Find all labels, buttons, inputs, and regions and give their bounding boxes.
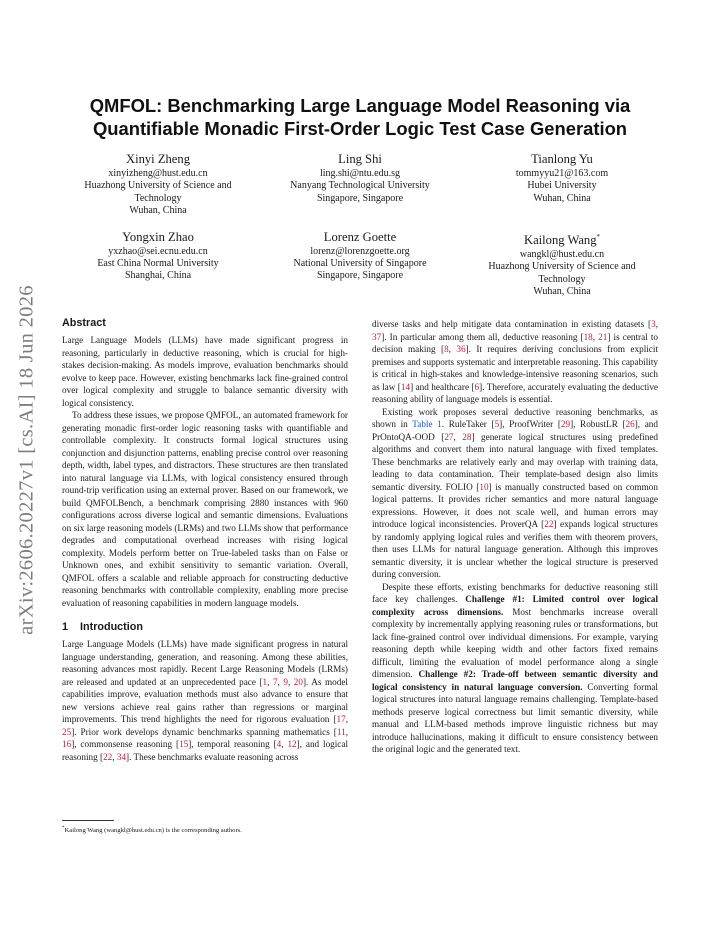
left-column [62, 316, 348, 763]
author-email: yxzhao@sei.ecnu.edu.cn [108, 245, 208, 257]
author-name: Xinyi Zheng [125, 152, 190, 166]
introduction-heading [62, 620, 348, 634]
author-card [464, 152, 660, 218]
author-location: Singapore, Singapore [316, 192, 404, 204]
author-affiliation: National University of Singapore [293, 258, 427, 270]
author-affiliation: Huazhong University of Science and Technology [488, 261, 636, 285]
citation-link[interactable]: 21 [598, 331, 608, 342]
citation-link[interactable]: 36 [456, 344, 466, 354]
section-title: Introduction [80, 621, 143, 633]
author-row [60, 152, 660, 218]
introduction-paragraph: Large Language Models (LLMs) have made significant progress in natural language understanding, generation, and reasoning. Among these abilities, reasoning advances most rapidly. Recent Large Reasoning Models (LRMs) are released and updated at an unprecedented pace [1, 7, 9, 20]. As model capabilities improve, evaluation methods must also advance to ensure that new versions achieve real gains rather than regressions or marginal improvements. This trend highlights the need for rigorous evaluation [17, 25]. Prior work develops dynamic benchmarks spanning mathematics [11, 16], commonsense reasoning [15], temporal reasoning [4, 12], and logical reasoning [22, 34]. These benchmarks evaluate reasoning across [62, 639, 349, 762]
author-location: Wuhan, China [129, 205, 187, 217]
citation-link[interactable]: 15 [179, 739, 189, 749]
author-affiliation: Nanyang Technological University [290, 180, 430, 192]
citation-link[interactable]: 22 [544, 519, 554, 529]
arxiv-sidebar [8, 250, 46, 670]
author-name: Lorenz Goette [323, 229, 397, 244]
citation-link[interactable]: 5 [494, 419, 500, 429]
arxiv-identifier: arXiv:2606.20227v1 [cs.AI] 18 Jun 2026 [15, 285, 38, 635]
citation-link[interactable]: 18 [583, 331, 593, 342]
author-email: tommyyu21@163.com [515, 168, 609, 179]
author-email: lorenz@lorenzgoette.org [310, 245, 410, 257]
author-row [60, 230, 660, 299]
footnote-rule [62, 820, 114, 821]
author-name: Ling Shi [338, 152, 382, 166]
author-card [60, 230, 256, 299]
citation-link[interactable]: 34 [116, 751, 127, 762]
citation-link[interactable]: 28 [462, 431, 472, 442]
citation-link[interactable]: 8 [444, 344, 449, 354]
table-reference-link[interactable]: Table 1 [412, 419, 442, 429]
author-email: ling.shi@ntu.edu.sg [319, 168, 401, 179]
author-name: Kailong Wang* [523, 232, 601, 247]
citation-link[interactable]: 7 [272, 676, 278, 687]
paper-title: QMFOL: Benchmarking Large Language Model Reasoning via Quantifiable Monadic First-Order Logic Test Case Generation [89, 95, 631, 139]
citation-link[interactable]: 37 [372, 331, 382, 342]
citation-link[interactable]: 26 [625, 419, 635, 429]
author-block [60, 152, 660, 298]
author-location: Singapore, Singapore [316, 270, 404, 282]
body-paragraph: Despite these efforts, existing benchmarks for deductive reasoning still face key challenges. Challenge #1: Limited control over logical complexity across dimensions. Most benchmarks increase overall complexity by incrementally applying reasoning rules or transformations, but lack fine-grained control over individual dimensions. For example, varying reasoning depth while keeping width and other factors fixed remains difficult, limiting the evaluation of model performance along a single dimension. Challenge #2: Trade-off between semantic diversity and logical consistency in natural language conversion. Converting formal logical structures into natural language remains challenging. Template-based methods preserve logical correctness but limit semantic diversity, while manual and LLM-based methods improve linguistic richness but may introduce hallucinations, making it difficult to ensure consistency between the original logic and the generated text. [372, 581, 658, 754]
body-paragraph: diverse tasks and help mitigate data contamination in existing datasets [3, 37]. In particular among them all, deductive reasoning [18, 21] is central to decision making [8, 36]. It requires deriving conclusions from explicit premises and supports systematic and interpretable reasoning. This capability is critical in high-stakes and knowledge-intensive reasoning scenarios, such as law [14] and healthcare [6]. Therefore, accurately evaluating the deductive reasoning ability of language models is essential. [372, 319, 658, 404]
author-name: Yongxin Zhao [122, 229, 194, 244]
author-card [262, 152, 458, 218]
author-card [464, 230, 660, 299]
citation-link[interactable]: 27 [444, 431, 454, 442]
footnote-text: Kailong Wang (wangkl@hust.edu.cn) is the corresponding authors. [64, 827, 242, 835]
citation-link[interactable]: 10 [479, 481, 489, 492]
abstract-paragraph: To address these issues, we propose QMFOL, an automated framework for generating monadic first-order logic reasoning tasks with quantifiable and controllable complexity. It constructs formal logical structures using conjunction and disjunction patterns, enabling precise control over reasoning depth, width, label types, and distractors. These structures are then translated into natural language via LLMs, with logical consistency ensured through round-trip verification using an external prover. Based on our framework, we build QMFOLBench, a benchmark comprising 2880 instances with 960 configurations across diverse logical and semantic dimensions. Evaluations on six large reasoning models (LRMs) and two LLMs show that performance degrades and computational overhead increases with rising logical complexity. Models perform better on True-labeled tasks than on False or Unknown ones, and exhibit sensitivity to semantic variation. Overall, QMFOL offers a scalable and reliable approach for constructing deductive reasoning benchmarks with controllable complexity, enabling more precise evaluation of reasoning capabilities in modern language models. [62, 410, 348, 608]
citation-link[interactable]: 22 [103, 751, 113, 762]
author-name: Tianlong Yu [531, 152, 593, 166]
author-email: wangkl@hust.edu.cn [519, 248, 605, 260]
author-affiliation: East China Normal University [97, 258, 219, 270]
author-affiliation: Hubei University [527, 180, 597, 192]
author-location: Shanghai, China [124, 270, 192, 282]
abstract-heading: Abstract [62, 317, 106, 329]
citation-link[interactable]: 1 [262, 676, 268, 687]
citation-link[interactable]: 25 [62, 726, 72, 737]
author-affiliation: Huazhong University of Science and Technology [84, 180, 232, 204]
right-column [372, 318, 658, 756]
challenge-1-statement: Challenge #1: Limited control over logical complexity across dimensions. [372, 594, 658, 617]
citation-link[interactable]: 12 [287, 739, 297, 749]
citation-link[interactable]: 4 [276, 739, 282, 749]
author-location: Wuhan, China [533, 192, 591, 204]
author-card [60, 152, 256, 218]
citation-link[interactable]: 3 [651, 319, 656, 329]
citation-link[interactable]: 29 [560, 419, 571, 429]
citation-link[interactable]: 16 [62, 739, 72, 749]
citation-link[interactable]: 6 [474, 381, 480, 392]
author-email: xinyizheng@hust.edu.cn [108, 168, 208, 179]
footnote-mark: * [62, 826, 65, 831]
author-location: Wuhan, China [533, 286, 591, 298]
citation-link[interactable]: 14 [400, 381, 411, 392]
section-number: 1 [62, 621, 69, 633]
citation-link[interactable]: 20 [293, 676, 303, 687]
citation-link[interactable]: 17 [336, 714, 346, 724]
abstract-paragraph: Large Language Models (LLMs) have made significant progress in reasoning, particularly in deductive reasoning, which is crucial for high-stakes decision-making. As models improve, evaluation benchmarks should evolve to keep pace. However, existing benchmarks lack fine-grained control over logical complexity and struggle to balance semantic diversity with logical consistency. [62, 335, 348, 408]
citation-link[interactable]: 9 [283, 676, 288, 687]
challenge-2-statement: Challenge #2: Trade-off between semantic diversity and logical consistency in natural language conversion. [372, 669, 658, 692]
body-paragraph: Existing work proposes several deductive reasoning benchmarks, as shown in Table 1. RuleTaker [5], ProofWriter [29], RobustLR [26], and PrOntoQA-OOD [27, 28] generate logical structures using predefined algorithms and convert them into natural language with fixed templates. These benchmarks are relatively early and may overlap with training data, leading to data contamination. Their template-based design also limits semantic diversity. FOLIO [10] is manually constructed based on common logical patterns. It provides richer semantics and more natural language expressions. However, it does not scale well, and human errors may introduce logical inconsistencies. ProverQA [22] expands logical structures by randomly applying logical rules and verifies them with theorem provers, then uses LLMs for natural language generation. Although this improves semantic diversity, it is unclear whether the logical structure is preserved during conversion. [372, 406, 658, 579]
footnote [62, 825, 362, 835]
citation-link[interactable]: 11 [336, 726, 346, 737]
corresponding-author-mark: * [596, 232, 601, 241]
author-card [262, 230, 458, 299]
